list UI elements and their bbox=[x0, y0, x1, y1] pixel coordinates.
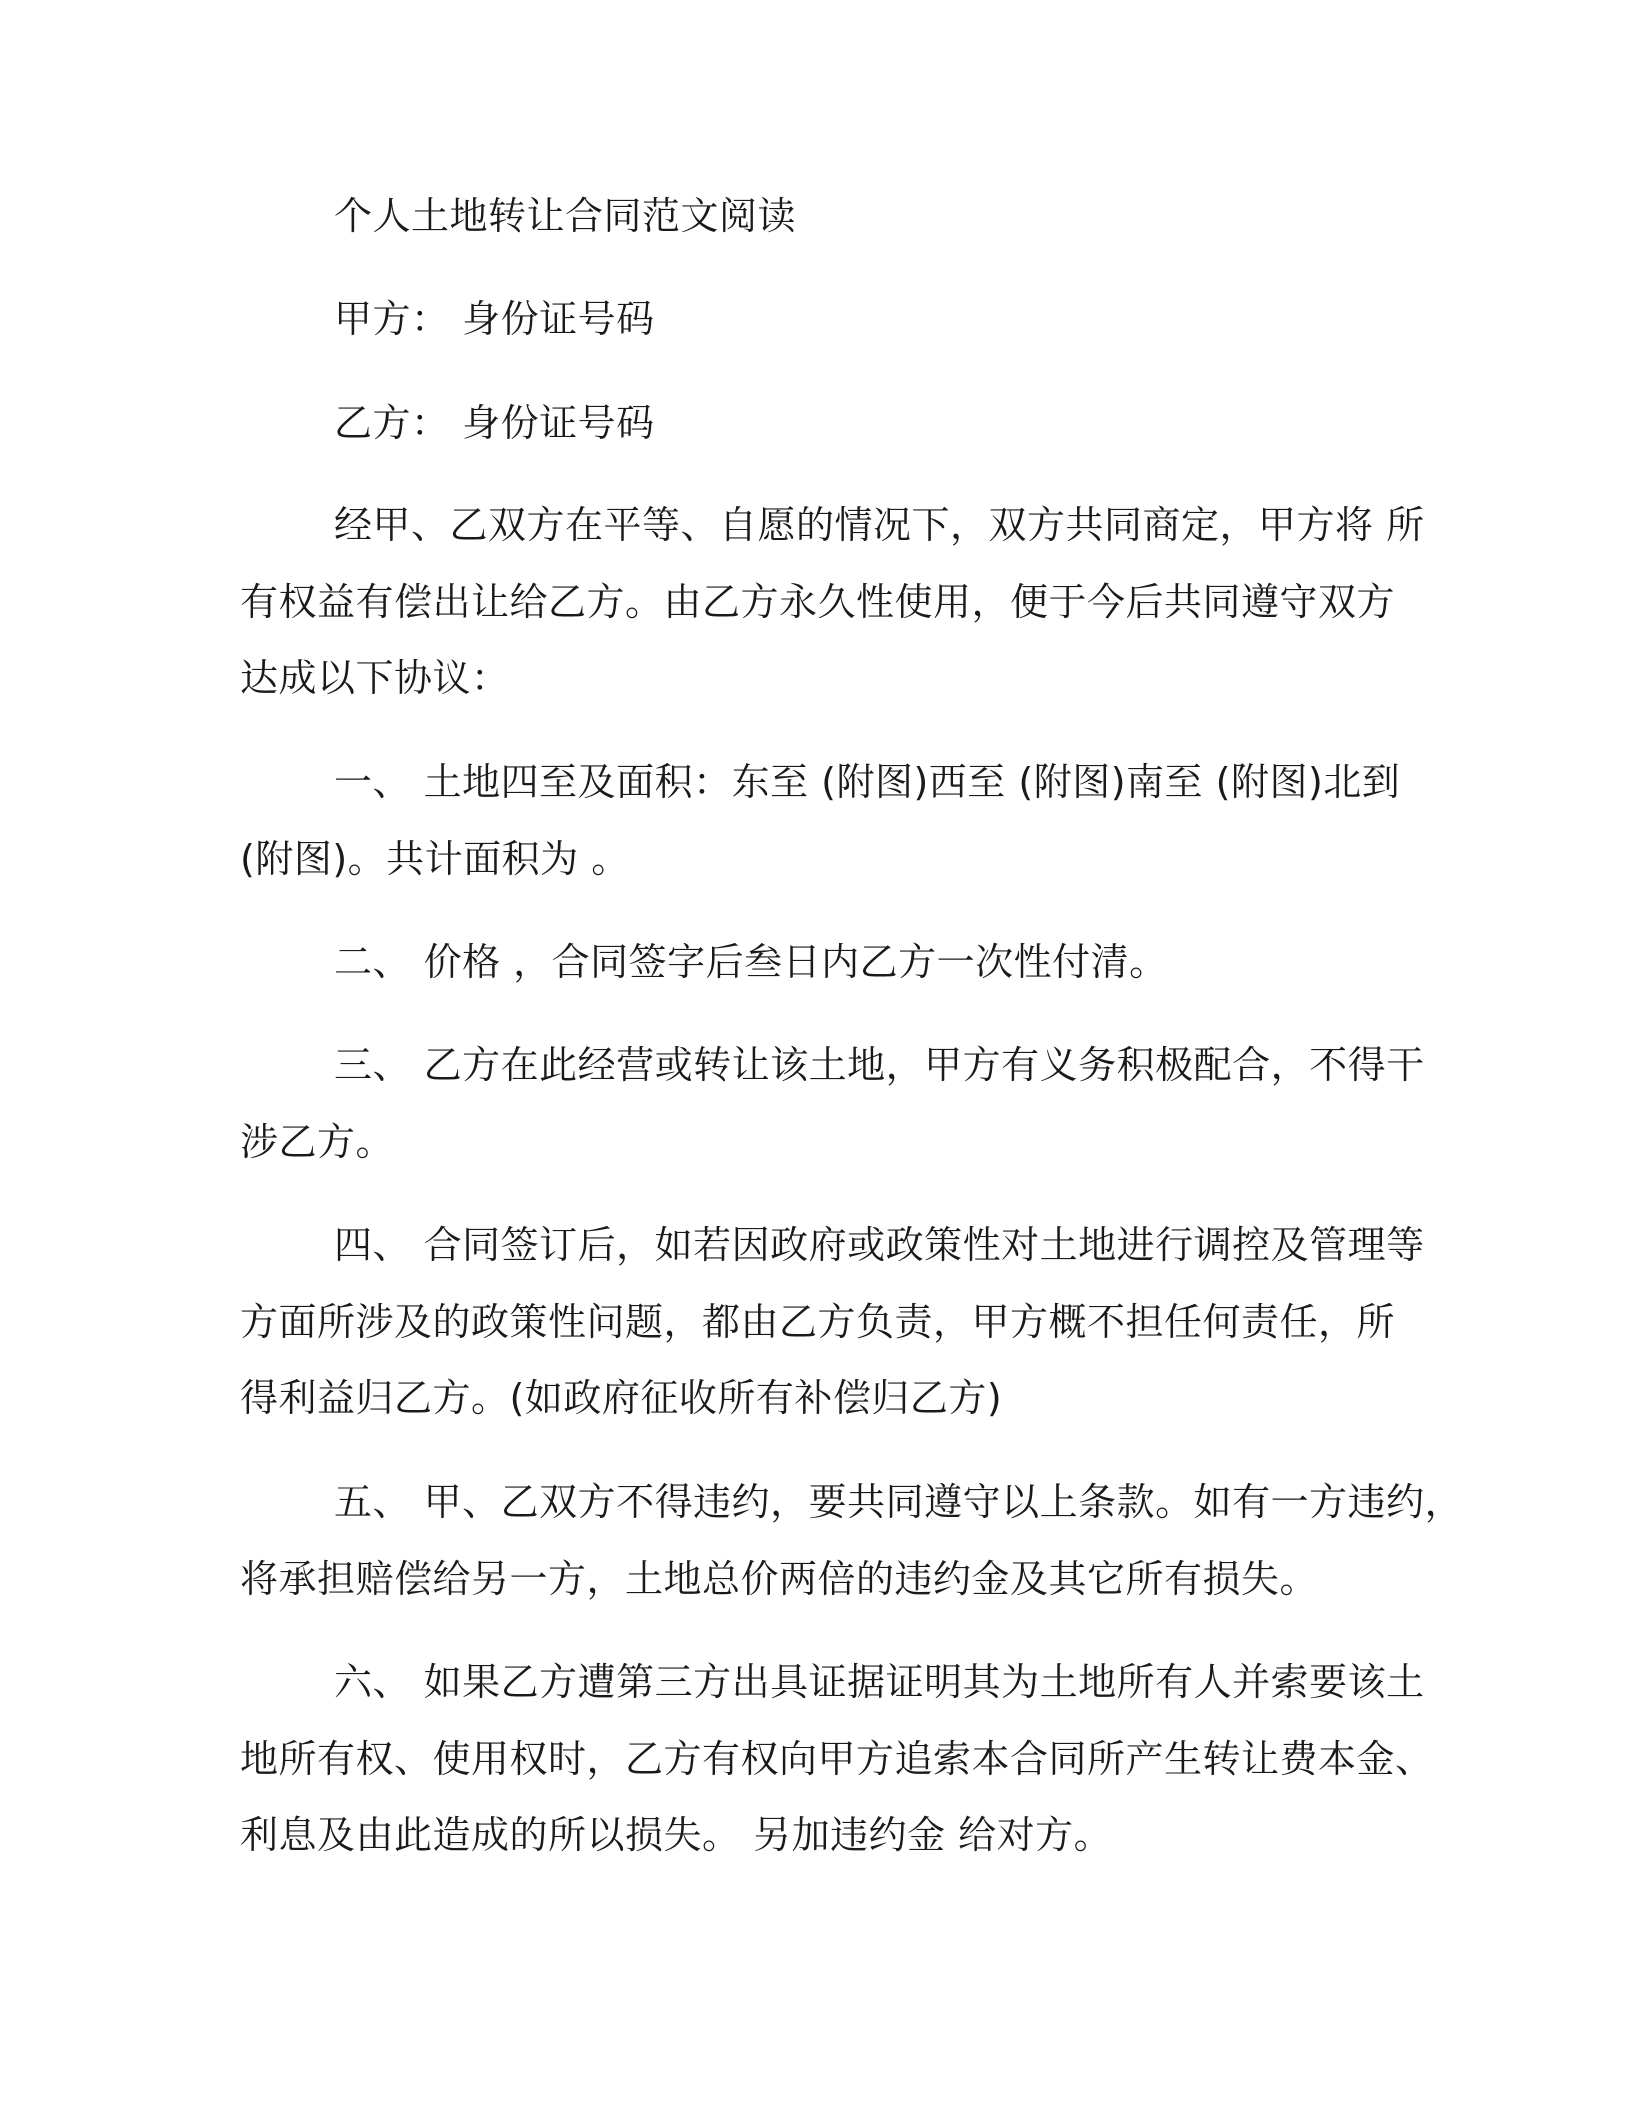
clause-1-line-1: 一、 土地四至及面积：东至 (附图)西至 (附图)南至 (附图)北到 bbox=[334, 760, 1401, 804]
party-b-line: 乙方： 身份证号码 bbox=[334, 401, 655, 445]
clause-4-line-2: 方面所涉及的政策性问题，都由乙方负责，甲方概不担任何责任，所 bbox=[240, 1300, 1396, 1344]
clause-4-line-3: 得利益归乙方。(如政府征收所有补偿归乙方) bbox=[240, 1376, 1003, 1420]
clause-5-line-2: 将承担赔偿给另一方，土地总价两倍的违约金及其它所有损失。 bbox=[240, 1557, 1319, 1601]
clause-6-line-1: 六、 如果乙方遭第三方出具证据证明其为土地所有人并索要该土 bbox=[334, 1660, 1425, 1704]
clause-6-line-3: 利息及由此造成的所以损失。 另加违约金 给对方。 bbox=[240, 1813, 1113, 1857]
party-a-line: 甲方： 身份证号码 bbox=[334, 297, 655, 341]
document-title: 个人土地转让合同范文阅读 bbox=[334, 194, 797, 238]
clause-5-line-1: 五、 甲、乙双方不得违约，要共同遵守以上条款。如有一方违约， bbox=[334, 1480, 1464, 1524]
clause-3-line-2: 涉乙方。 bbox=[240, 1120, 395, 1164]
clause-3-line-1: 三、 乙方在此经营或转让该土地，甲方有义务积极配合，不得干 bbox=[334, 1043, 1425, 1087]
intro-line-2: 有权益有偿出让给乙方。由乙方永久性使用，便于今后共同遵守双方 bbox=[240, 580, 1396, 624]
clause-1-line-2: (附图)。共计面积为 。 bbox=[240, 837, 630, 881]
intro-line-3: 达成以下协议： bbox=[240, 656, 510, 700]
clause-2-line-1: 二、 价格 ，合同签字后叁日内乙方一次性付清。 bbox=[334, 940, 1168, 984]
clause-6-line-2: 地所有权、使用权时，乙方有权向甲方追索本合同所产生转让费本金、 bbox=[240, 1737, 1434, 1781]
clause-4-line-1: 四、 合同签订后，如若因政府或政策性对土地进行调控及管理等 bbox=[334, 1223, 1425, 1267]
intro-line-1: 经甲、乙双方在平等、自愿的情况下，双方共同商定，甲方将 所 bbox=[334, 503, 1425, 547]
